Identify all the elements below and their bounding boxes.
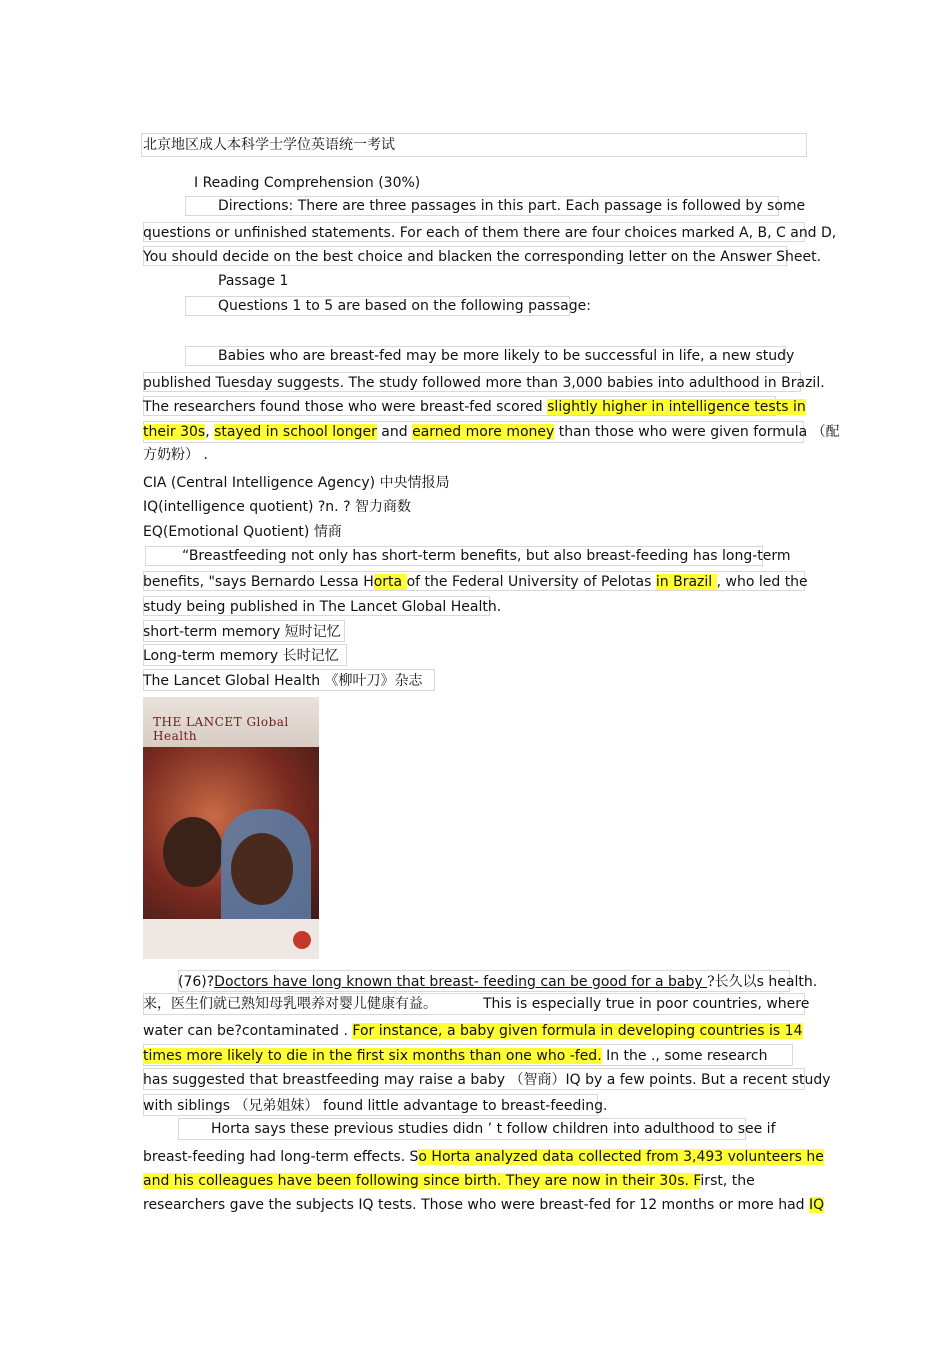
- directions-line-1: Directions: There are three passages in this part. Each passage is followed by some: [218, 198, 806, 214]
- questions-line: Questions 1 to 5 are based on the following passage:: [218, 298, 591, 314]
- p3-water: water can be?contaminated .: [143, 1023, 353, 1039]
- glossary-cia: CIA (Central Intelligence Agency) 中央情报局: [143, 475, 450, 491]
- glossary-iq: IQ(intelligence quotient) ?n. ? 智力商数: [143, 499, 411, 515]
- highlight-money: earned more money: [412, 424, 555, 440]
- p4-line-3: [143, 1172, 755, 1190]
- cover-face-left: [163, 817, 223, 887]
- p3-cn-translation: 来，医生们就已熟知母乳喂养对婴儿健康有益。: [143, 996, 437, 1012]
- highlight-school: stayed in school longer: [214, 424, 377, 440]
- directions-line-3: You should decide on the best choice and blacken the corresponding letter on the Answer Sheet.: [143, 249, 822, 265]
- highlight-intelligence: slightly higher in intelligence tests in: [547, 399, 806, 415]
- p2-line-1: “Breastfeeding not only has short-term benefits, but also breast-feeding has long-term: [182, 548, 791, 564]
- p2-line-2-end: , who led the: [716, 574, 808, 590]
- p1-and: and: [376, 424, 413, 440]
- p4-line-2-start: breast-feeding had long-term effects. S: [143, 1149, 419, 1165]
- cover-face-right: [231, 833, 293, 905]
- p3-health: s health.: [756, 974, 818, 990]
- p4-line-4: [143, 1196, 824, 1214]
- directions-line-2: questions or unfinished statements. For each of them there are four choices marked A, B, C and D,: [143, 225, 837, 241]
- highlight-iq: IQ: [809, 1197, 825, 1213]
- p4-line-2: [143, 1148, 824, 1166]
- highlight-formula: For instance, a baby given formula in developing countries is 14: [352, 1023, 803, 1039]
- highlight-horta-data: o Horta analyzed data collected from 3,493 volunteers he: [418, 1149, 824, 1165]
- cover-footer: [143, 919, 319, 959]
- p3-line-1: [178, 973, 817, 991]
- glossary-eq: EQ(Emotional Quotient) 情商: [143, 524, 342, 540]
- p3-line-2: [143, 995, 809, 1013]
- doc-title: 北京地区成人本科学士学位英语统一考试: [143, 137, 395, 153]
- p1-line-5: 方奶粉） .: [143, 447, 208, 463]
- p3-cn-start: ?长久以: [707, 974, 757, 990]
- p2-line-2-mid: of the Federal University of Pelotas: [406, 574, 656, 590]
- p3-research: In the ., some research: [601, 1048, 768, 1064]
- highlight-their-30s: their 30s: [143, 424, 206, 440]
- p1-line-2: published Tuesday suggests. The study followed more than 3,000 babies into adulthood in Brazil.: [143, 375, 825, 391]
- glossary-lancet: The Lancet Global Health 《柳叶刀》杂志: [143, 673, 423, 689]
- highlight-die: times more likely to die in the first six months than one who -fed.: [143, 1048, 602, 1064]
- p1-comma: ,: [205, 424, 215, 440]
- p1-line-4: [143, 423, 840, 441]
- highlight-brazil: in Brazil: [655, 574, 717, 590]
- p3-translation-sentence: Doctors have long known that breast- feeding can be good for a baby: [214, 974, 708, 990]
- lancet-cover-image: [143, 697, 319, 959]
- cover-logo-icon: [293, 931, 311, 949]
- p4-line-3-end: irst, the: [700, 1173, 755, 1189]
- p1-line-3-text: The researchers found those who were breast-fed scored: [143, 399, 548, 415]
- p1-line-1: Babies who are breast-fed may be more likely to be successful in life, a new study: [218, 348, 795, 364]
- p2-line-2: [143, 573, 808, 591]
- p1-line-4-rest: than those who were given formula （配: [554, 424, 840, 440]
- highlight-colleagues: and his colleagues have been following since birth. They are now in their 30s. F: [143, 1173, 701, 1189]
- passage-label: Passage 1: [218, 273, 289, 289]
- highlight-horta: orta: [373, 574, 407, 590]
- glossary-long-term: Long-term memory 长时记忆: [143, 648, 339, 664]
- p3-line-6: with siblings （兄弟姐妹） found little advantage to breast-feeding.: [143, 1098, 608, 1114]
- p3-poor-countries: This is especially true in poor countries, where: [483, 996, 810, 1012]
- p2-line-2-start: benefits, "says Bernardo Lessa H: [143, 574, 374, 590]
- cover-masthead-text: THE LANCET Global Health: [153, 715, 289, 743]
- p1-line-3: [143, 398, 806, 416]
- p4-line-4-start: researchers gave the subjects IQ tests. Those who were breast-fed for 12 months or more had: [143, 1197, 810, 1213]
- p3-line-3: [143, 1022, 803, 1040]
- p4-line-1: Horta says these previous studies didn ’ t follow children into adulthood to see if: [211, 1121, 776, 1137]
- p2-line-3: study being published in The Lancet Global Health.: [143, 599, 502, 615]
- cover-masthead: [143, 697, 319, 747]
- glossary-short-term: short-term memory 短时记忆: [143, 624, 341, 640]
- p3-line-5: has suggested that breastfeeding may raise a baby （智商）IQ by a few points. But a recent study: [143, 1072, 831, 1088]
- p3-line-4: [143, 1047, 767, 1065]
- p3-number: (76)?: [178, 974, 215, 990]
- section-heading: I Reading Comprehension (30%): [194, 175, 421, 191]
- cover-photo: [143, 747, 319, 919]
